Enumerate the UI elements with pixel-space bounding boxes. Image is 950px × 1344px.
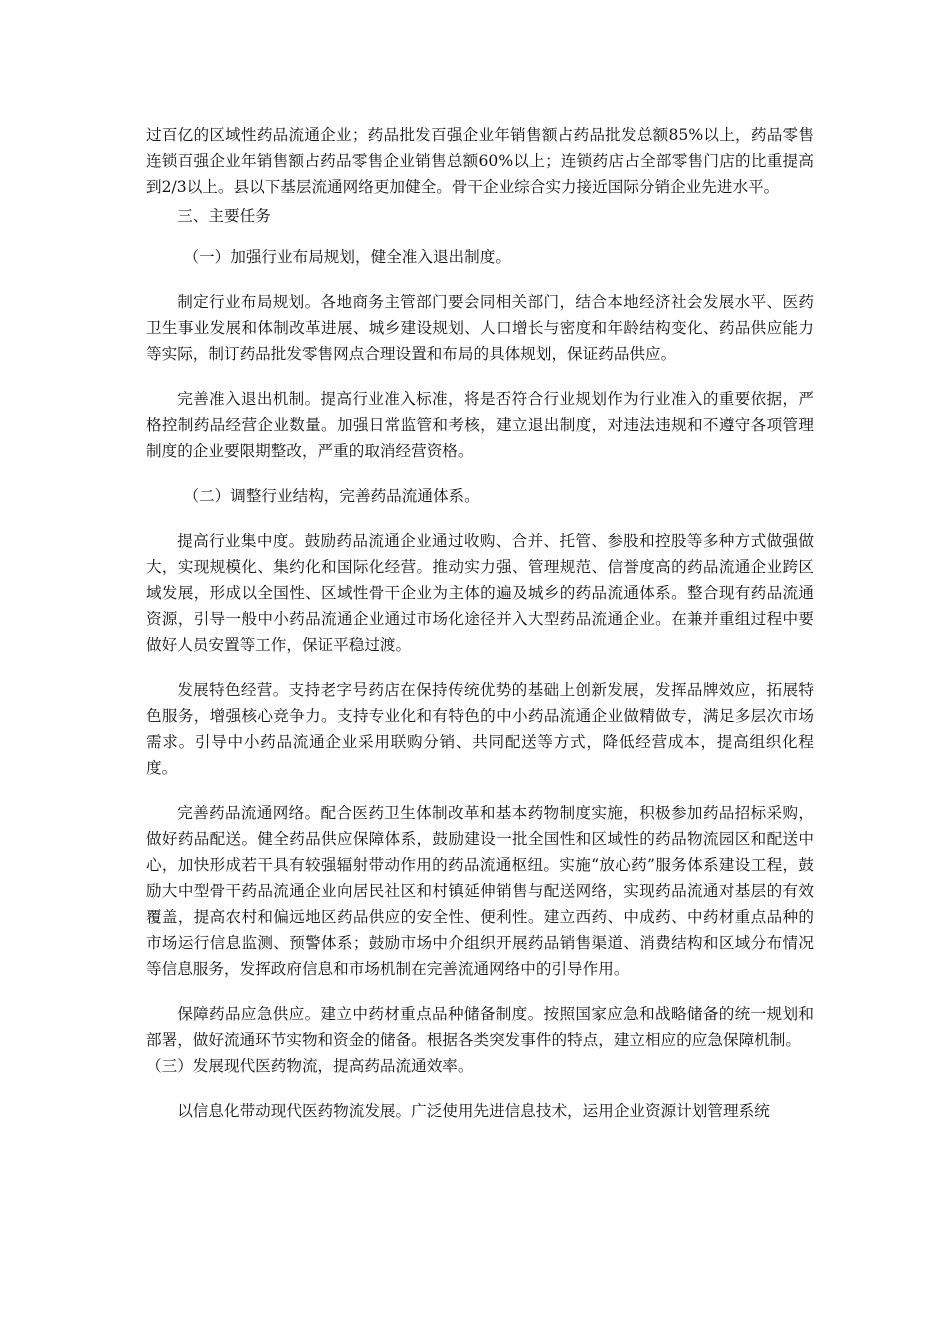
paragraph-informatization: 以信息化带动现代医药物流发展。广泛使用先进信息技术，运用企业资源计划管理系统 xyxy=(177,1102,770,1120)
paragraph-distribution-network: 完善药品流通网络。配合医药卫生体制改革和基本药物制度实施，积极参加药品招标采购，做好药品配送。健全药品供应保障体系，鼓励建设一批全国性和区域性的药品物流园区和配送中心，加快形成若干具有较强辐射带动作用的药品流通枢纽。实施“放心药”服务体系建设工程，鼓励大中型骨干药品流通企业向居民社区和村镇延伸销售与配送网络，实现药品流通对基层的有效覆盖，提高农村和偏远地区药品供应的安全性、便利性。建立西药、中成药、中药材重点品种的市场运行信息监测、预警体系；鼓励市场中介组织开展药品销售渠道、消费结构和区域分布情况等信息服务，发挥政府信息和市场机制在完善流通网络中的引导作用。 xyxy=(146,804,814,978)
paragraph-concentration: 提高行业集中度。鼓励药品流通企业通过收购、合并、托管、参股和控股等多种方式做强做大，实现规模化、集约化和国际化经营。推动实力强、管理规范、信誉度高的药品流通企业跨区域发展，形成以全国性、区域性骨干企业为主体的遍及城乡的药品流通体系。整合现有药品流通资源，引导一般中小药品流通企业通过市场化途径并入大型药品流通企业。在兼并重组过程中要做好人员安置等工作，保证平稳过渡。 xyxy=(146,532,814,654)
subheading-industry-structure: （二）调整行业结构，完善药品流通体系。 xyxy=(183,487,480,505)
subheading-modern-logistics: （三）发展现代医药物流，提高药品流通效率。 xyxy=(146,1057,474,1075)
paragraph-specialty-operations: 发展特色经营。支持老字号药店在保持传统优势的基础上创新发展，发挥品牌效应，拓展特色服务，增强核心竞争力。支持专业化和有特色的中小药品流通企业做精做专，满足多层次市场需求。引导中小药品流通企业采用联购分销、共同配送等方式，降低经营成本，提高组织化程度。 xyxy=(146,681,814,777)
paragraph-entry-exit: 完善准入退出机制。提高行业准入标准，将是否符合行业规划作为行业准入的重要依据，严格控制药品经营企业数量。加强日常监管和考核，建立退出制度，对违法违规和不遵守各项管理制度的企业要限期整改，严重的取消经营资格。 xyxy=(146,390,814,460)
section-heading-main-tasks: 三、主要任务 xyxy=(177,207,271,225)
paragraph-layout-planning: 制定行业布局规划。各地商务主管部门要会同相关部门，结合本地经济社会发展水平、医药卫生事业发展和体制改革进展、城乡建设规划、人口增长与密度和年龄结构变化、药品供应能力等实际，制订药品批发零售网点合理设置和布局的具体规划，保证药品供应。 xyxy=(146,293,814,363)
paragraph-targets-continued: 过百亿的区域性药品流通企业；药品批发百强企业年销售额占药品批发总额85%以上，药品零售连锁百强企业年销售额占药品零售企业销售总额60%以上；连锁药店占全部零售门店的比重提高到2/3以上。县以下基层流通网络更加健全。骨干企业综合实力接近国际分销企业先进水平。 xyxy=(146,126,814,196)
paragraph-emergency-supply: 保障药品应急供应。建立中药材重点品种储备制度。按照国家应急和战略储备的统一规划和部署，做好流通环节实物和资金的储备。根据各类突发事件的特点，建立相应的应急保障机制。 xyxy=(146,1005,814,1049)
subheading-layout-planning: （一）加强行业布局规划，健全准入退出制度。 xyxy=(183,248,511,266)
document-body xyxy=(146,122,814,1124)
